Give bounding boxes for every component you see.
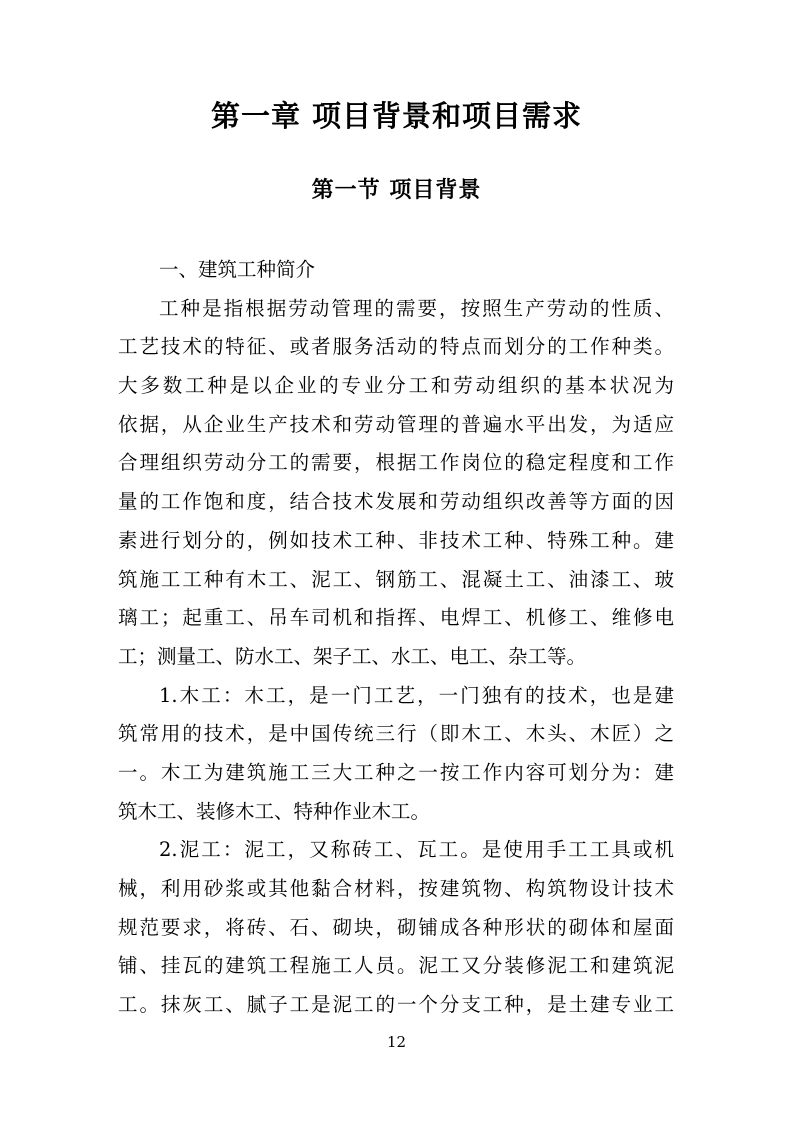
text-line: 依据，从企业生产技术和劳动管理的普遍水平出发，为适应 — [118, 412, 674, 436]
text-line: 工。抹灰工、腻子工是泥工的一个分支工种，是土建专业工 — [118, 993, 674, 1017]
text-line: 一。木工为建筑施工三大工种之一按工作内容可划分为：建 — [118, 760, 674, 784]
text-line: 械，利用砂浆或其他黏合材料，按建筑物、构筑物设计技术 — [118, 877, 674, 900]
chapter-title: 第一章 项目背景和项目需求 — [210, 99, 583, 133]
text-line: 合理组织劳动分工的需要，根据工作岗位的稳定程度和工作 — [118, 451, 674, 475]
page-number: 12 — [386, 1033, 407, 1051]
text-line: 铺、挂瓦的建筑工程施工人员。泥工又分装修泥工和建筑泥 — [118, 954, 674, 978]
text-line: 筑木工、装修木工、特种作业木工。 — [118, 799, 431, 823]
text-line: 筑常用的技术，是中国传统三行（即木工、木头、木匠）之 — [118, 722, 674, 746]
text-line: 大多数工种是以企业的专业分工和劳动组织的基本状况为 — [118, 374, 674, 398]
text-line: 1.木工：木工，是一门工艺，一门独有的技术，也是建 — [159, 683, 674, 707]
text-line: 筑施工工种有木工、泥工、钢筋工、混凝土工、油漆工、玻 — [118, 567, 674, 591]
text-line: 璃工；起重工、吊车司机和指挥、电焊工、机修工、维修电 — [118, 606, 674, 630]
text-line: 素进行划分的，例如技术工种、非技术工种、特殊工种。建 — [118, 528, 674, 552]
text-line: 规范要求，将砖、石、砌块，砌铺成各种形状的砌体和屋面 — [118, 915, 674, 939]
body-text — [118, 251, 674, 1025]
text-line: 工种是指根据劳动管理的需要，按照生产劳动的性质、 — [159, 296, 674, 320]
text-line: 工艺技术的特征、或者服务活动的特点而划分的工作种类。 — [118, 335, 674, 359]
text-line: 2.泥工：泥工，又称砖工、瓦工。是使用手工工具或机 — [159, 838, 674, 862]
text-line: 一、建筑工种简介 — [159, 258, 316, 281]
section-title: 第一节 项目背景 — [311, 178, 482, 203]
text-line: 量的工作饱和度，结合技术发展和劳动组织改善等方面的因 — [118, 490, 674, 514]
text-line: 工；测量工、防水工、架子工、水工、电工、杂工等。 — [118, 644, 587, 668]
